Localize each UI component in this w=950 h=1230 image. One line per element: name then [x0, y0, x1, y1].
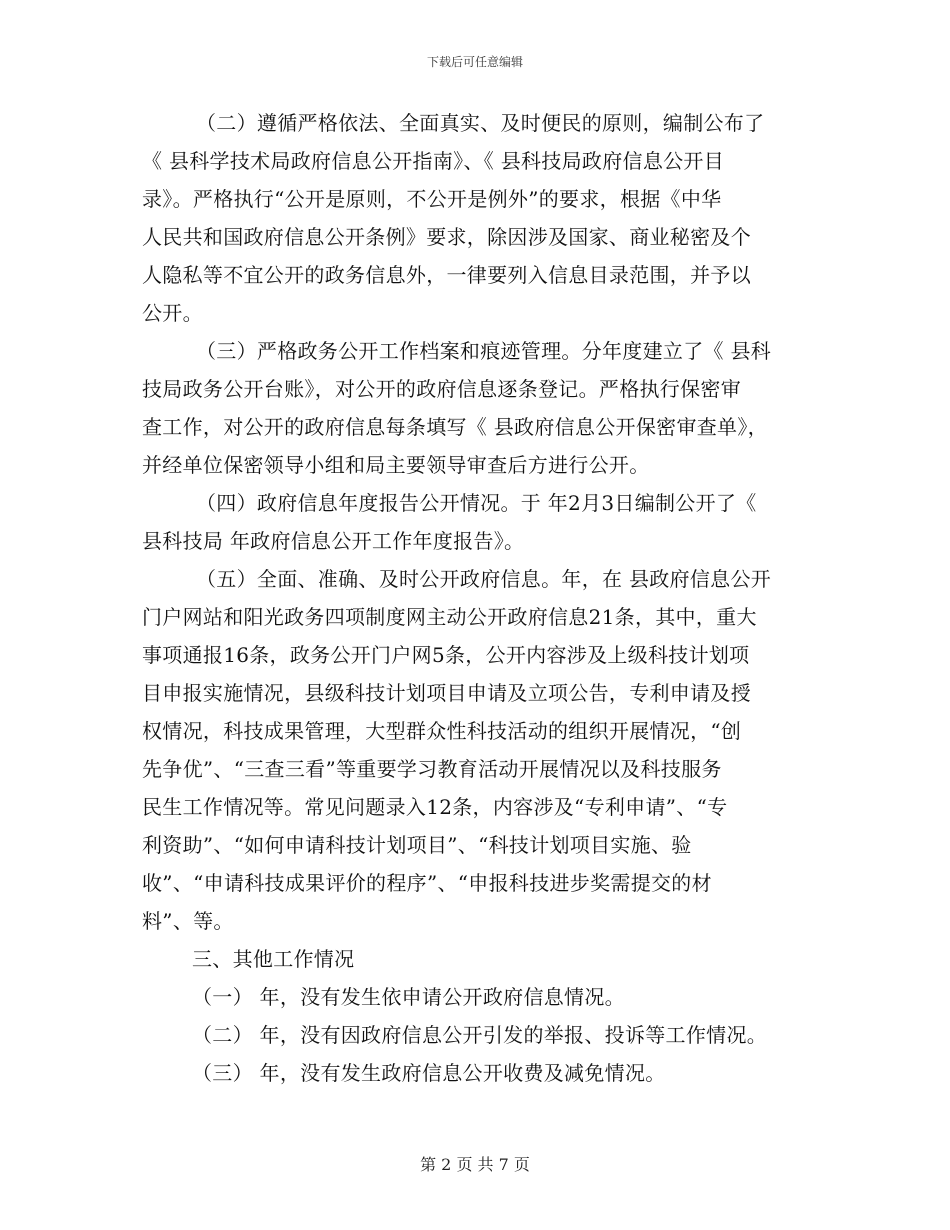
- paragraph-line: 先争优”、“三查三看”等重要学习教育活动开展情况以及科技服务: [142, 757, 722, 781]
- list-item: （一） 年，没有发生依申请公开政府信息情况。: [192, 985, 625, 1009]
- paragraph-line: 目申报实施情况，县级科技计划项目申请及立项公告，专利申请及授: [142, 681, 751, 705]
- list-item: （二） 年，没有因政府信息公开引发的举报、投诉等工作情况。: [192, 1023, 768, 1047]
- paragraph-line: 事项通报16条，政务公开门户网5条，公开内容涉及上级科技计划项: [142, 643, 750, 667]
- paragraph-line: （三）严格政务公开工作档案和痕迹管理。分年度建立了《 县科: [196, 339, 772, 363]
- paragraph-line: 县科技局 年政府信息公开工作年度报告》。: [142, 529, 525, 553]
- paragraph-line: 人民共和国政府信息公开条例》要求，除因涉及国家、商业秘密及个: [142, 225, 751, 249]
- paragraph-line: 门户网站和阳光政务四项制度网主动公开政府信息21条，其中，重大: [142, 605, 757, 629]
- paragraph-line: 并经单位保密领导小组和局主要领导审查后方进行公开。: [142, 453, 650, 477]
- page-header: 下载后可任意编辑: [426, 55, 523, 69]
- paragraph-line: 查工作，对公开的政府信息每条填写《 县政府信息公开保密审查单》，: [142, 415, 768, 439]
- paragraph-line: 料”、等。: [142, 909, 234, 933]
- list-item: （三） 年，没有发生政府信息公开收费及减免情况。: [192, 1061, 666, 1085]
- paragraph-line: 技局政务公开台账》，对公开的政府信息逐条登记。严格执行保密审: [142, 377, 741, 401]
- paragraph-line: 录》。严格执行“公开是原则，不公开是例外”的要求，根据《中华: [142, 187, 722, 211]
- paragraph-line: （五）全面、准确、及时公开政府信息。年，在 县政府信息公开: [196, 567, 772, 591]
- document-body: [142, 104, 812, 1092]
- section-heading: 三、其他工作情况: [192, 947, 355, 971]
- paragraph-line: 权情况，科技成果管理，大型群众性科技活动的组织开展情况，“创: [142, 719, 742, 743]
- paragraph-line: 《 县科学技术局政府信息公开指南》、《 县科技局政府信息公开目: [142, 149, 725, 173]
- page-footer: 第 2 页 共 7 页: [420, 1155, 530, 1174]
- paragraph-line: 利资助”、“如何申请科技计划项目”、“科技计划项目实施、验: [142, 833, 692, 857]
- paragraph-line: 民生工作情况等。常见问题录入12条，内容涉及“专利申请”、“专: [142, 795, 728, 819]
- paragraph-line: （四）政府信息年度报告公开情况。于 年2月3日编制公开了《: [196, 491, 757, 515]
- paragraph-line: 公开。: [142, 301, 203, 325]
- paragraph-line: 人隐私等不宜公开的政务信息外，一律要列入信息目录范围，并予以: [142, 263, 751, 287]
- paragraph-line: 收”、“申请科技成果评价的程序”、“申报科技进步奖需提交的材: [142, 871, 712, 895]
- paragraph-line: （二）遵循严格依法、全面真实、及时便民的原则，编制公布了: [196, 111, 765, 135]
